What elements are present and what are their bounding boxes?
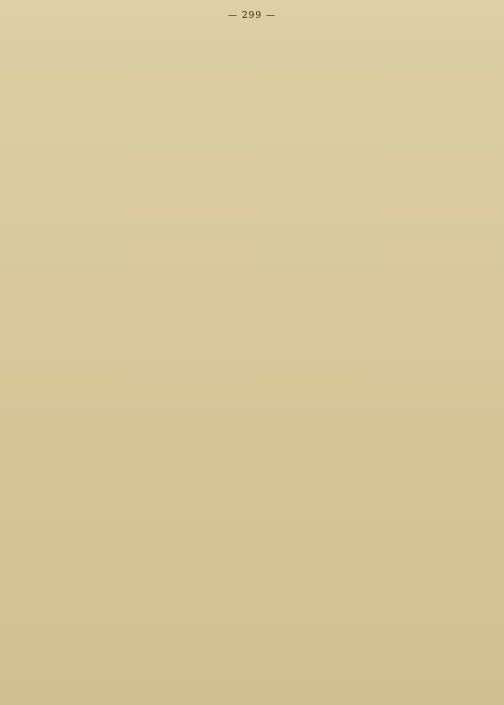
page-number: — 299 — bbox=[228, 11, 276, 21]
column-divider bbox=[252, 26, 253, 693]
left-column bbox=[14, 26, 240, 693]
right-column bbox=[265, 26, 491, 693]
text-columns bbox=[14, 26, 490, 693]
